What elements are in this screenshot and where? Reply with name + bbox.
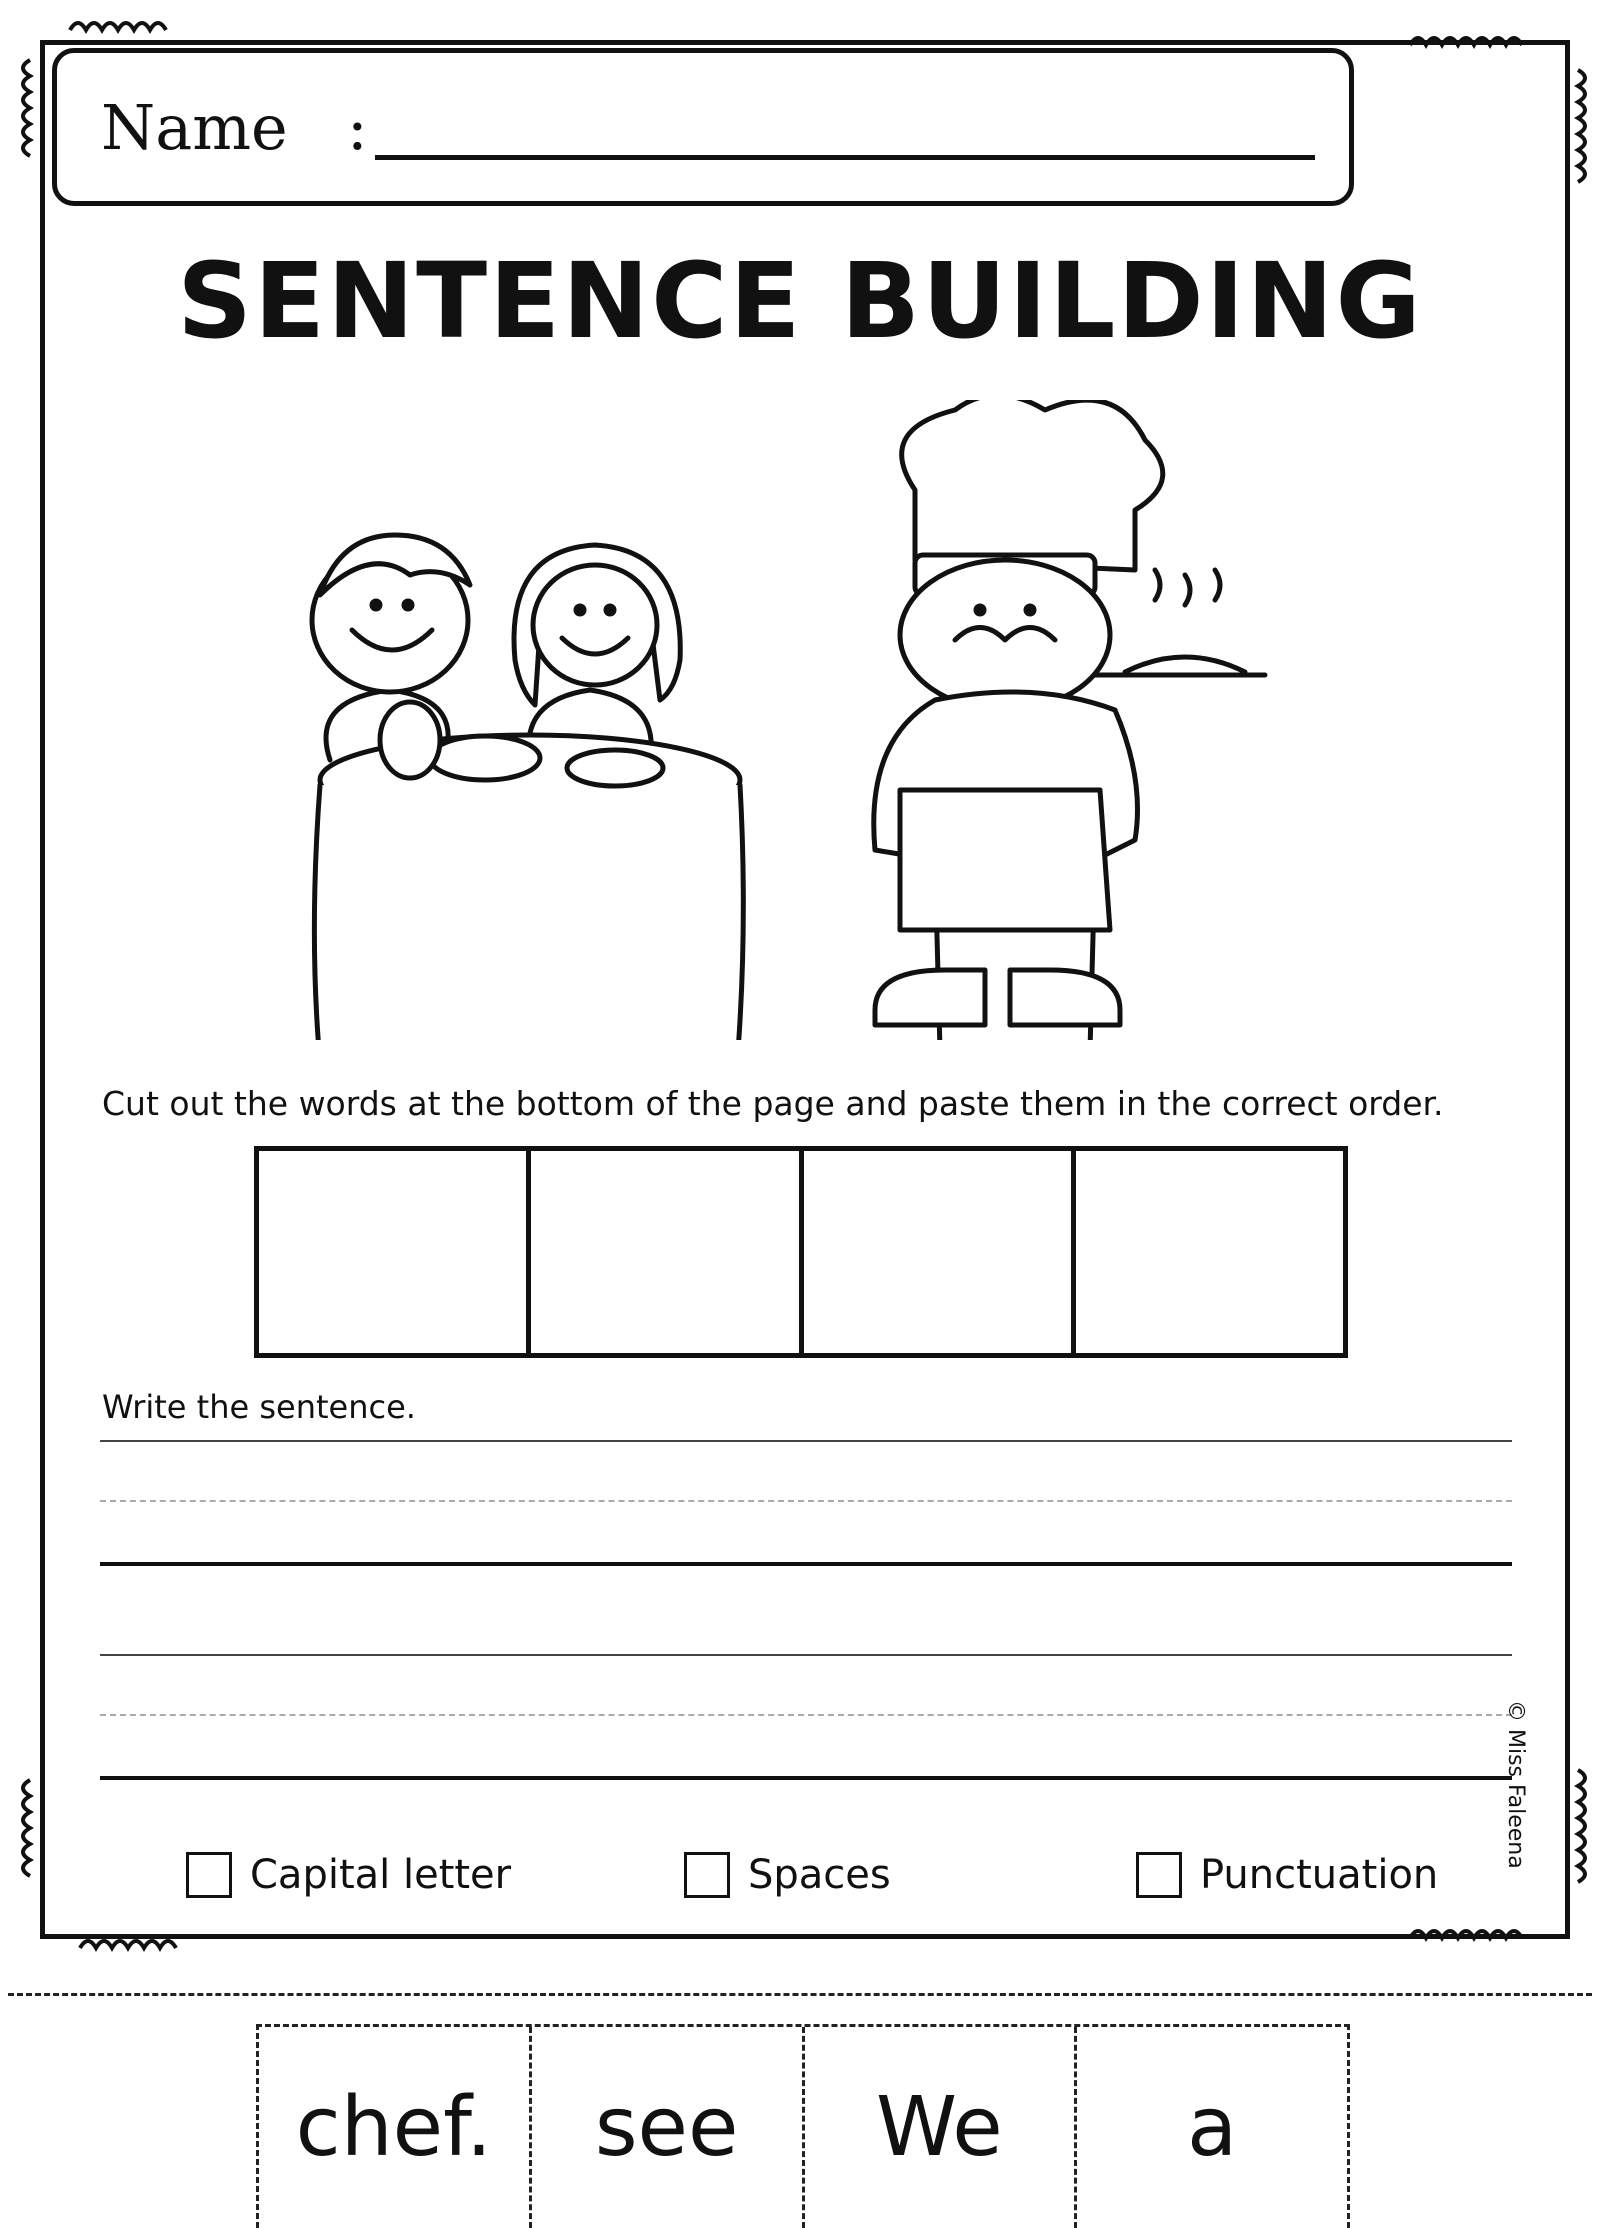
paste-boxes bbox=[254, 1146, 1348, 1358]
checkbox[interactable] bbox=[1136, 1852, 1182, 1898]
chef-illustration bbox=[855, 400, 1335, 1040]
paste-box-1[interactable] bbox=[259, 1151, 531, 1353]
name-label: Name : bbox=[101, 91, 368, 164]
word-card[interactable]: chef. bbox=[259, 2027, 532, 2228]
copyright-text: © Miss Faleena bbox=[1503, 1700, 1528, 1869]
checklist-label: Capital letter bbox=[250, 1852, 512, 1898]
writing-line-mid bbox=[100, 1500, 1512, 1502]
writing-line-mid bbox=[100, 1714, 1512, 1716]
checkbox[interactable] bbox=[186, 1852, 232, 1898]
checklist-label: Spaces bbox=[748, 1852, 891, 1898]
writing-line-base[interactable] bbox=[100, 1562, 1512, 1566]
writing-line-base[interactable] bbox=[100, 1776, 1512, 1780]
writing-line-top[interactable] bbox=[100, 1654, 1512, 1656]
kids-at-table-illustration bbox=[290, 500, 770, 1040]
word-cards bbox=[256, 2024, 1350, 2228]
word-card[interactable]: see bbox=[532, 2027, 805, 2228]
checklist-punctuation[interactable] bbox=[1136, 1852, 1438, 1898]
write-sentence-prompt: Write the sentence. bbox=[102, 1388, 416, 1426]
cut-paste-instruction: Cut out the words at the bottom of the page and paste them in the correct order. bbox=[102, 1084, 1444, 1123]
writing-line-top[interactable] bbox=[100, 1440, 1512, 1442]
name-box bbox=[52, 48, 1354, 206]
word-card[interactable]: a bbox=[1187, 2080, 1238, 2175]
word-card[interactable]: We bbox=[805, 2027, 1078, 2228]
checklist-label: Punctuation bbox=[1200, 1852, 1439, 1898]
checkbox[interactable] bbox=[684, 1852, 730, 1898]
paste-box-2[interactable] bbox=[531, 1151, 803, 1353]
cut-line bbox=[8, 1993, 1592, 1996]
checklist-capital[interactable] bbox=[186, 1852, 511, 1898]
checklist-spaces[interactable] bbox=[684, 1852, 891, 1898]
page-title: SENTENCE BUILDING bbox=[177, 240, 1423, 362]
name-write-line[interactable] bbox=[375, 155, 1315, 160]
paste-box-3[interactable] bbox=[804, 1151, 1076, 1353]
paste-box-4[interactable] bbox=[1076, 1151, 1343, 1353]
